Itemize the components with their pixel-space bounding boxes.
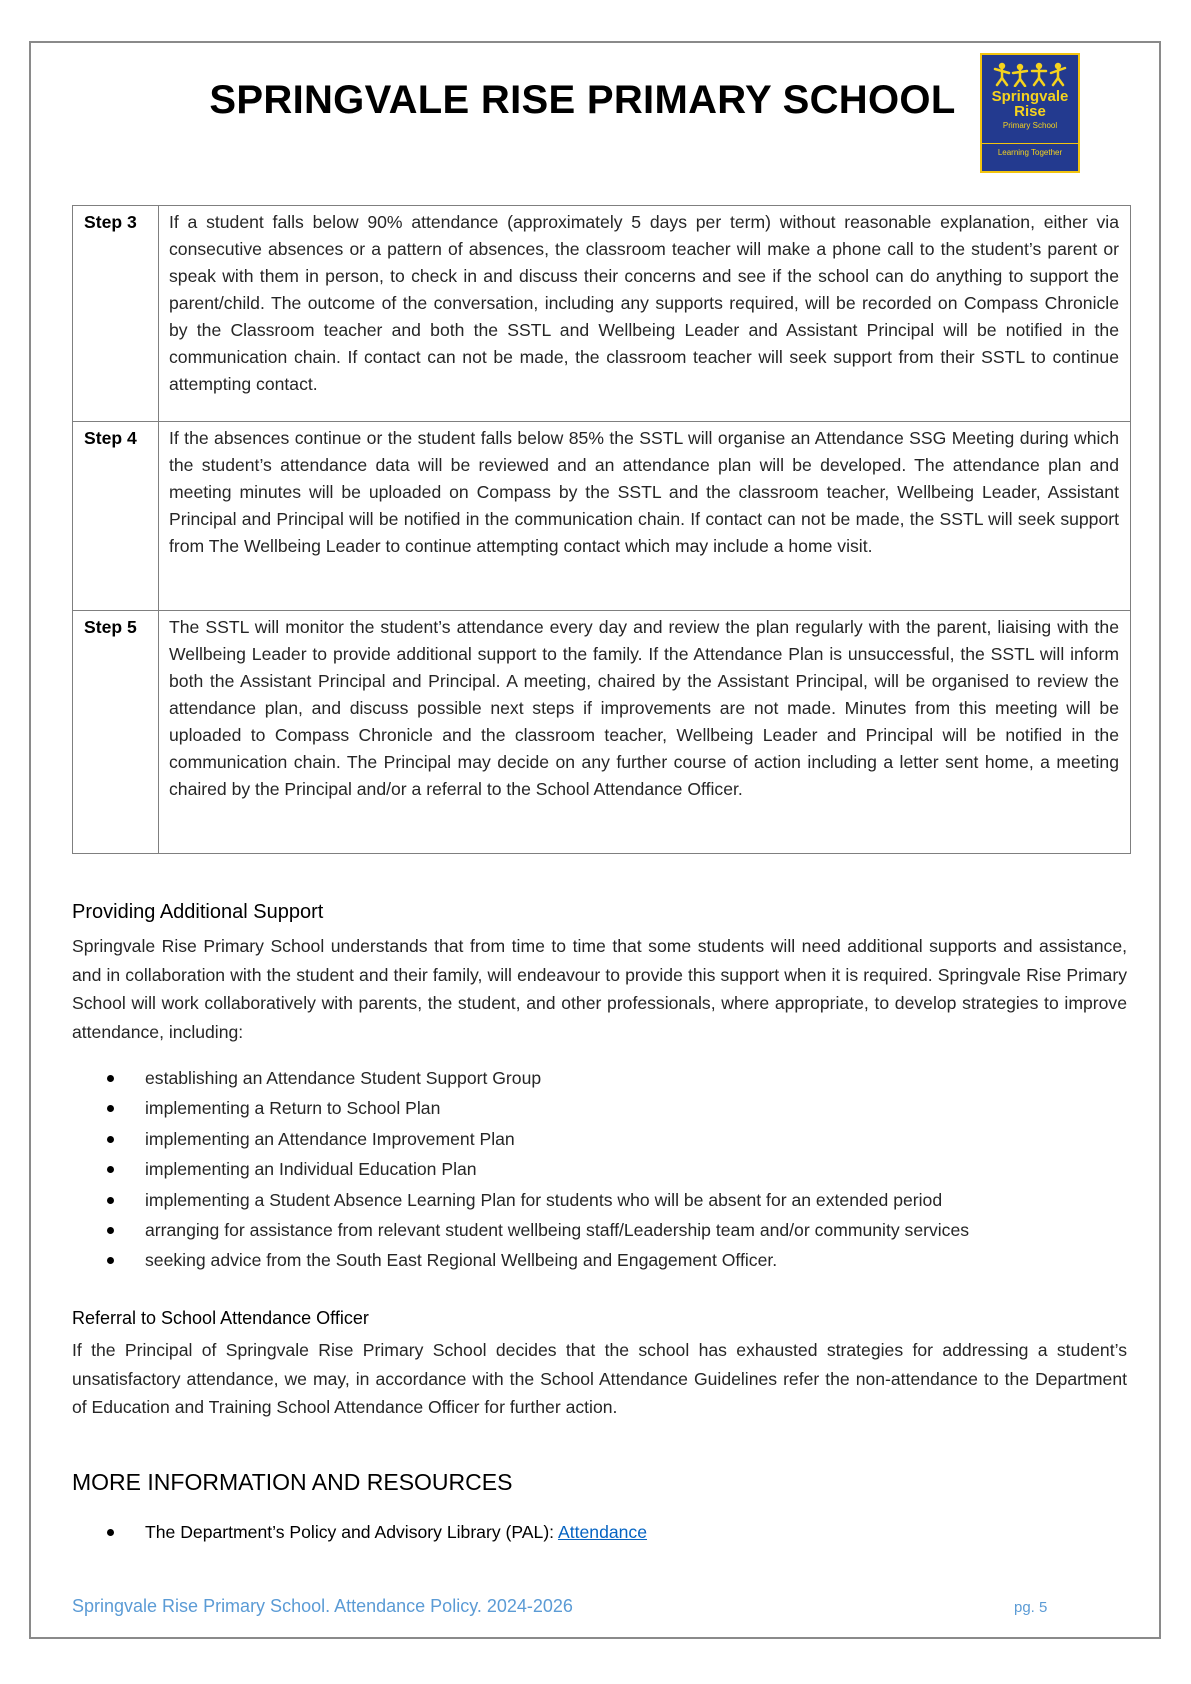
referral-paragraph: If the Principal of Springvale Rise Primary School decides that the school has exhausted strategies for addressing a student’s unsatisfactory attendance, we may, in accordance with the School Attendance Guidelines refer the non-attendance to the Department of Education and Training School Attendance Officer for further action. xyxy=(72,1340,1127,1417)
page-title: SPRINGVALE RISE PRIMARY SCHOOL xyxy=(209,78,956,122)
step-label: Step 5 xyxy=(73,611,159,854)
footer-document-title: Springvale Rise Primary School. Attendance Policy. 2024-2026 xyxy=(72,1596,573,1616)
pal-list-item xyxy=(100,1518,647,1546)
steps-table xyxy=(72,205,1131,854)
step-label: Step 4 xyxy=(73,422,159,611)
pal-item-text: The Department’s Policy and Advisory Library (PAL): xyxy=(145,1522,558,1542)
additional-support-heading: Providing Additional Support xyxy=(72,901,324,923)
step-text: If a student falls below 90% attendance (approximately 5 days per term) without reasonable explanation, either via consecutive absences or a pattern of absences, the classroom teacher will make a phone call to the student’s parent or speak with them in person, to check in and discuss their concerns and see if the school can do anything to support the parent/child. The outcome of the conversation, including any supports required, will be recorded on Compass Chronicle by the Classroom teacher and both the SSTL and Wellbeing Leader and Assistant Principal will be notified in the communication chain. If contact can not be made, the classroom teacher will seek support from their SSTL to continue attempting contact. xyxy=(159,206,1131,422)
logo-line-2: Rise xyxy=(1014,103,1046,120)
list-item: implementing a Return to School Plan xyxy=(100,1093,969,1123)
list-item: implementing an Attendance Improvement Plan xyxy=(100,1124,969,1154)
footer-page-number: pg. 5 xyxy=(1014,1599,1048,1616)
support-strategies-list xyxy=(100,1063,969,1276)
list-item: seeking advice from the South East Regional Wellbeing and Engagement Officer. xyxy=(100,1245,969,1275)
stick-figures-icon xyxy=(992,61,1068,87)
step-label: Step 3 xyxy=(73,206,159,422)
more-info-heading: MORE INFORMATION AND RESOURCES xyxy=(72,1469,513,1495)
list-item: establishing an Attendance Student Support Group xyxy=(100,1063,969,1093)
school-logo xyxy=(980,53,1080,173)
step-row xyxy=(73,206,1131,422)
list-item: implementing an Individual Education Plan xyxy=(100,1154,969,1184)
logo-line-3: Primary School xyxy=(1002,121,1058,130)
step-text: If the absences continue or the student falls below 85% the SSTL will organise an Attendance SSG Meeting during which the student’s attendance data will be reviewed and an attendance plan will be developed. The attendance plan and meeting minutes will be uploaded on Compass by the SSTL and the classroom teacher, Wellbeing Leader, Assistant Principal and Principal will be notified in the communication chain. If contact can not be made, the SSTL will seek support from The Wellbeing Leader to continue attempting contact which may include a home visit. xyxy=(159,422,1131,611)
referral-heading: Referral to School Attendance Officer xyxy=(72,1308,369,1328)
step-text: The SSTL will monitor the student’s attendance every day and review the plan regularly with the parent, liaising with the Wellbeing Leader to provide additional support to the family. If the Attendance Plan is unsuccessful, the SSTL will inform both the Assistant Principal and Principal. A meeting, chaired by the Assistant Principal, will be organised to review the attendance plan, and discuss possible next steps if improvements are not made. Minutes from this meeting will be uploaded to Compass Chronicle and the classroom teacher, Wellbeing Leader and Principal will be notified in the communication chain. The Principal may decide on any further course of action including a letter sent home, a meeting chaired by the Principal and/or a referral to the School Attendance Officer. xyxy=(159,611,1131,854)
attendance-link[interactable]: Attendance xyxy=(557,1522,648,1542)
step-row xyxy=(73,422,1131,611)
additional-support-paragraph: Springvale Rise Primary School understands that from time to time that some students will need additional supports and assistance, and in collaboration with the student and their family, will endeavour to provide this support when it is required. Springvale Rise Primary School will work collaboratively with parents, the student, and other professionals, where appropriate, to develop strategies to improve attendance, including: xyxy=(72,936,1127,1042)
step-row xyxy=(73,611,1131,854)
list-item: implementing a Student Absence Learning Plan for students who will be absent for an extended period xyxy=(100,1185,969,1215)
logo-line-1: Springvale xyxy=(991,88,1069,105)
list-item: arranging for assistance from relevant student wellbeing staff/Leadership team and/or community services xyxy=(100,1215,969,1245)
logo-tagline: Learning Together xyxy=(982,143,1078,158)
